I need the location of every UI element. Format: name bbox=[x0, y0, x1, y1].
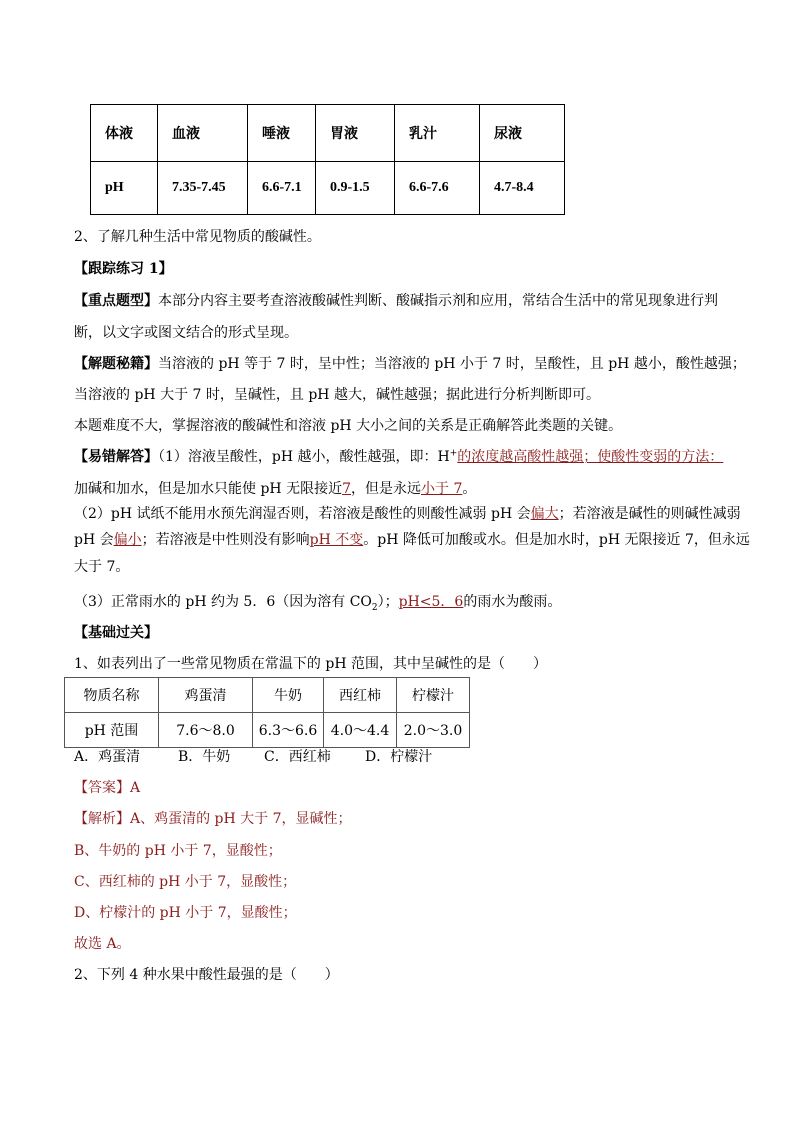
option-d: D．柠檬汁 bbox=[365, 749, 433, 765]
mistake-text: pH 会 bbox=[74, 532, 114, 548]
mistake-text: 。 bbox=[462, 481, 477, 497]
answer-value: A bbox=[130, 780, 141, 796]
question-1-stem: 1、如表列出了一些常见物质在常温下的 pH 范围，其中呈碱性的是（ ） bbox=[74, 656, 547, 672]
mistake-text: （3）正常雨水的 pH 约为 5．6（因为溶有 CO bbox=[74, 594, 372, 610]
table-cell: 柠檬汁 bbox=[397, 678, 470, 713]
underlined-answer: 7 bbox=[342, 481, 351, 497]
mistake-label: 【易错解答】 bbox=[74, 449, 158, 465]
underlined-answer: pH 不变 bbox=[309, 532, 364, 548]
key-type-label: 【重点题型】 bbox=[74, 293, 158, 309]
table-cell: 6.6-7.1 bbox=[248, 162, 316, 215]
table-cell: 胃液 bbox=[316, 105, 395, 162]
mistake-text: 加碱和加水，但是加水只能使 pH 无限接近 bbox=[74, 481, 343, 497]
mistake-text: （2）pH 试纸不能用水预先润湿否则，若溶液是酸性的则酸性减弱 pH 会 bbox=[74, 506, 531, 522]
analysis-text: A、鸡蛋清的 pH 大于 7，显碱性； bbox=[130, 811, 352, 827]
item-2: 2、了解几种生活中常见物质的酸碱性。 bbox=[74, 229, 321, 245]
table-cell: 6.6-7.6 bbox=[395, 162, 480, 215]
question-2-stem: 2、下列 4 种水果中酸性最强的是（ ） bbox=[74, 967, 339, 983]
mistake-line4 bbox=[74, 529, 750, 549]
mistake-line3 bbox=[74, 503, 741, 523]
table-cell: 物质名称 bbox=[65, 678, 159, 713]
table-cell: 7.35-7.45 bbox=[158, 162, 248, 215]
underlined-answer: 偏大 bbox=[530, 506, 559, 522]
mistake-text: ）； bbox=[377, 594, 399, 610]
mistake-line6: （3）正常雨水的 pH 约为 5．6（因为溶有 $CO_2$）；pH<5．6的雨水为酸雨。 bbox=[74, 594, 562, 613]
table-cell: 体液 bbox=[91, 105, 158, 162]
option-b: B．牛奶 bbox=[178, 749, 231, 765]
table-cell: 7.6～8.0 bbox=[159, 713, 253, 748]
analysis-line1 bbox=[74, 808, 352, 828]
underlined-answer: 偏小 bbox=[113, 532, 142, 548]
mistake-text: （1）溶液呈酸性，pH 越小，酸性越强，即：H bbox=[158, 449, 450, 465]
table-cell: 牛奶 bbox=[253, 678, 324, 713]
analysis-line2: B、牛奶的 pH 小于 7，显酸性； bbox=[74, 843, 282, 859]
difficulty-note: 本题难度不大，掌握溶液的酸碱性和溶液 pH 大小之间的关系是正确解答此类题的关键。 bbox=[74, 418, 623, 434]
basic-heading: 【基础过关】 bbox=[74, 625, 158, 641]
analysis-line4: D、柠檬汁的 pH 小于 7，显酸性； bbox=[74, 905, 297, 921]
key-type-line1 bbox=[74, 290, 718, 310]
table-cell: 2.0～3.0 bbox=[397, 713, 470, 748]
option-c: C．西红柿 bbox=[264, 749, 331, 765]
answer-line bbox=[74, 777, 140, 797]
table-cell: 6.3～6.6 bbox=[253, 713, 324, 748]
mistake-text: 的雨水为酸雨。 bbox=[463, 594, 562, 610]
analysis-conclusion: 故选 A。 bbox=[74, 936, 131, 952]
table-cell: 鸡蛋清 bbox=[159, 678, 253, 713]
mistake-text: ；若溶液是中性则没有影响 bbox=[141, 532, 310, 548]
mistake-text: 的浓度越高酸性越强；使酸性变弱的方法： bbox=[457, 449, 724, 465]
underlined-answer: 小于 7 bbox=[421, 481, 463, 497]
table-cell: 西红柿 bbox=[324, 678, 397, 713]
follow-up-heading: 【跟踪练习 1】 bbox=[74, 261, 173, 277]
table-cell: 血液 bbox=[158, 105, 248, 162]
table-cell: 尿液 bbox=[480, 105, 565, 162]
option-a: A．鸡蛋清 bbox=[74, 749, 141, 765]
secret-label: 【解题秘籍】 bbox=[74, 356, 158, 372]
table-cell: pH 范围 bbox=[65, 713, 159, 748]
table-cell: 0.9-1.5 bbox=[316, 162, 395, 215]
mistake-line1: 【易错解答】（1）溶液呈酸性，pH 越小，酸性越强，即：H+的浓度越高酸性越强；使酸性变弱的方法： bbox=[74, 448, 724, 465]
mistake-text: 。pH 降低可加酸或水。但是加水时，pH 无限接近 7，但永远 bbox=[363, 532, 750, 548]
table-cell: 乳汁 bbox=[395, 105, 480, 162]
mistake-line5: 大于 7。 bbox=[74, 559, 130, 575]
secret-line1 bbox=[74, 353, 746, 373]
table-cell: 唾液 bbox=[248, 105, 316, 162]
mistake-text: ；若溶液是碱性的则碱性减弱 bbox=[558, 506, 741, 522]
table-cell: 4.7-8.4 bbox=[480, 162, 565, 215]
answer-label: 【答案】 bbox=[74, 780, 130, 796]
underlined-answer: pH<5．6 bbox=[398, 594, 464, 610]
mistake-line2 bbox=[74, 478, 476, 498]
substance-ph-table bbox=[64, 677, 470, 748]
table-cell: pH bbox=[91, 162, 158, 215]
body-fluid-ph-table bbox=[90, 104, 565, 215]
mistake-text: ，但是永远 bbox=[351, 481, 421, 497]
analysis-label: 【解析】 bbox=[74, 811, 130, 827]
secret-line2: 当溶液的 pH 大于 7 时，呈碱性，且 pH 越大，碱性越强；据此进行分析判断即可。 bbox=[74, 387, 600, 403]
analysis-line3: C、西红柿的 pH 小于 7，显酸性； bbox=[74, 874, 297, 890]
secret-text: 当溶液的 pH 等于 7 时，呈中性；当溶液的 pH 小于 7 时，呈酸性，且 pH 越小，酸性越强； bbox=[158, 356, 746, 372]
table-cell: 4.0～4.4 bbox=[324, 713, 397, 748]
key-type-line2: 断，以文字或图文结合的形式呈现。 bbox=[74, 325, 298, 341]
key-type-text: 本部分内容主要考查溶液酸碱性判断、酸碱指示剂和应用，常结合生活中的常见现象进行判 bbox=[158, 293, 718, 309]
